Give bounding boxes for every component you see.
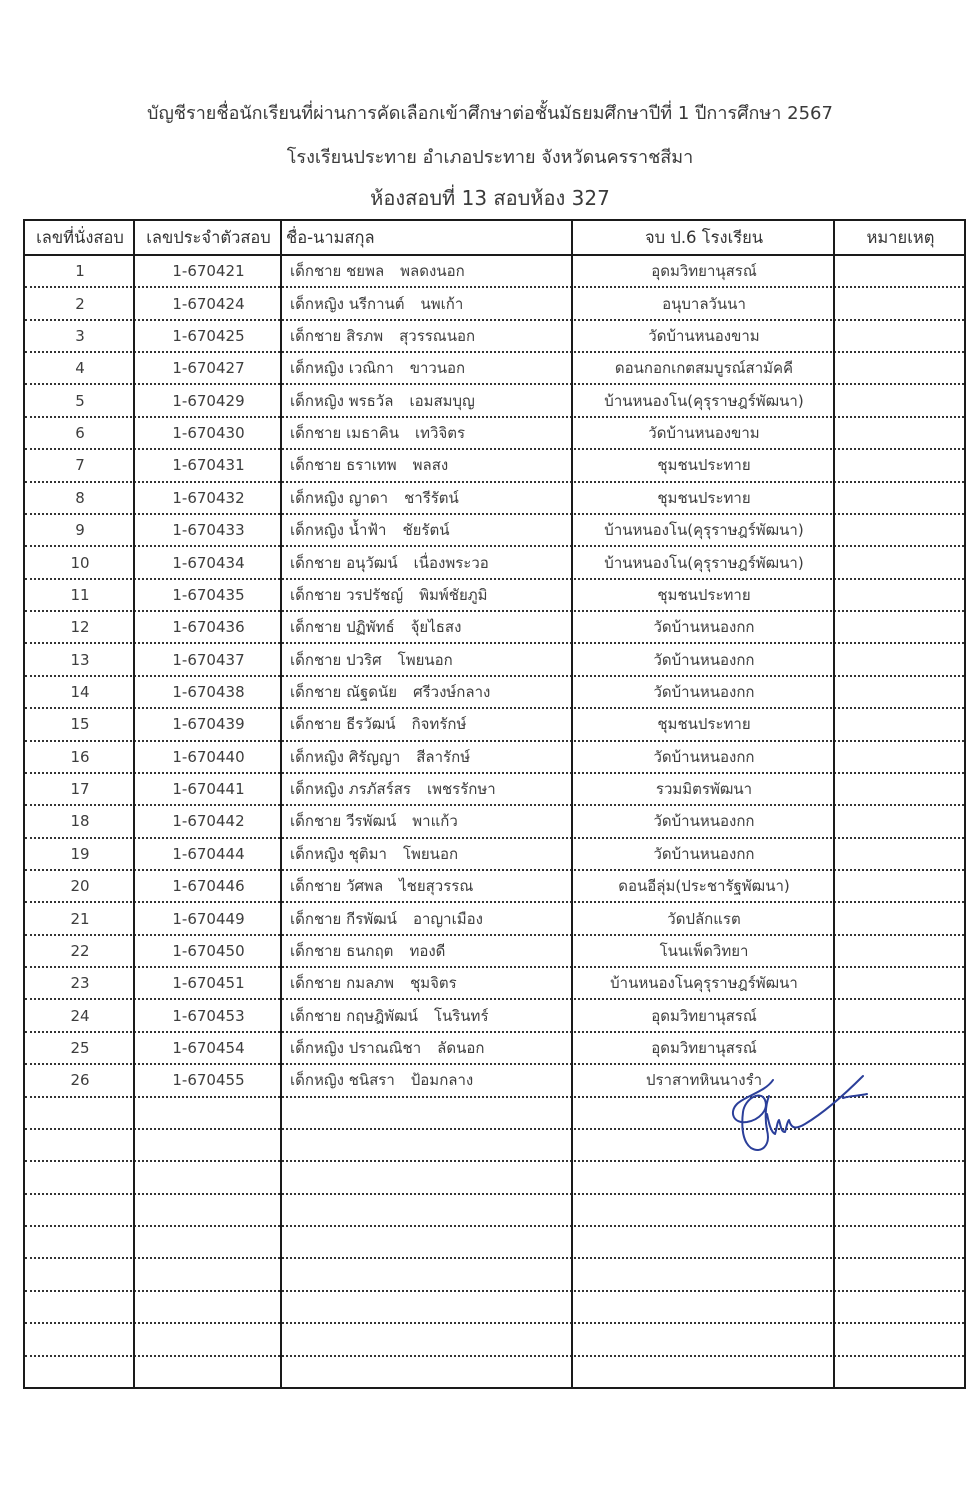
exam-id: 1-670421	[172, 262, 245, 281]
seat-number: 7	[75, 456, 85, 475]
student-name	[282, 968, 573, 998]
previous-school: อุดมวิทยานุสรณ์	[651, 262, 757, 281]
student-first-name: เด็กหญิง ภรภัสร์สร	[290, 780, 411, 799]
previous-school: วัดปลักแรต	[667, 909, 741, 928]
remark	[835, 580, 966, 610]
seat-number: 13	[70, 650, 90, 669]
seat-number: 1	[75, 262, 85, 281]
student-last-name: ลัดนอก	[437, 1039, 485, 1058]
previous-school: วัดบ้านหนองกก	[653, 650, 755, 669]
student-first-name: เด็กหญิง ศิรัญญา	[290, 747, 401, 766]
table-row	[25, 774, 964, 806]
exam-id: 1-670438	[172, 682, 245, 701]
exam-id: 1-670450	[172, 941, 245, 960]
exam-id: 1-670442	[172, 812, 245, 831]
student-name	[282, 515, 573, 545]
previous-school: ชุมชนประทาย	[657, 488, 751, 507]
table-row	[25, 968, 964, 1000]
student-first-name: เด็กหญิง ปราณณิชา	[290, 1039, 422, 1058]
remark	[835, 742, 966, 772]
table-row	[25, 256, 964, 288]
table-row	[25, 871, 964, 903]
blank-table-row	[25, 1162, 964, 1194]
student-name	[282, 483, 573, 513]
student-last-name: โพยนอก	[397, 650, 453, 669]
remark	[835, 483, 966, 513]
previous-school: วัดบ้านหนองกก	[653, 812, 755, 831]
student-first-name: เด็กหญิง ชนิสรา	[290, 1071, 395, 1090]
seat-number: 20	[70, 877, 90, 896]
table-row	[25, 353, 964, 385]
table-row	[25, 742, 964, 774]
student-last-name: พิมพ์ชัยภูมิ	[419, 585, 488, 604]
student-last-name: พาแก้ว	[412, 812, 458, 831]
previous-school: ชุมชนประทาย	[657, 585, 751, 604]
seat-number: 24	[70, 1006, 90, 1025]
column-divider	[571, 221, 573, 1387]
student-name	[282, 1065, 573, 1095]
exam-id: 1-670432	[172, 488, 245, 507]
student-name	[282, 256, 573, 286]
previous-school: โนนเพ็ดวิทยา	[659, 941, 749, 960]
student-name	[282, 806, 573, 836]
student-first-name: เด็กหญิง เวณิกา	[290, 359, 394, 378]
student-first-name: เด็กชาย ปฏิพัทธ์	[290, 618, 395, 637]
previous-school: วัดบ้านหนองกก	[653, 682, 755, 701]
student-last-name: โนรินทร์	[433, 1006, 489, 1025]
previous-school: วัดบ้านหนองขาม	[648, 326, 760, 345]
seat-number: 21	[70, 909, 90, 928]
table-row	[25, 644, 964, 676]
student-last-name: ขาวนอก	[409, 359, 466, 378]
student-first-name: เด็กชาย วัศพล	[290, 877, 384, 896]
exam-id: 1-670439	[172, 715, 245, 734]
exam-id: 1-670440	[172, 747, 245, 766]
student-name	[282, 321, 573, 351]
previous-school: วัดบ้านหนองกก	[653, 618, 755, 637]
table-row	[25, 288, 964, 320]
column-divider	[133, 221, 135, 1387]
exam-id: 1-670451	[172, 974, 245, 993]
previous-school: วัดบ้านหนองขาม	[648, 424, 760, 443]
remark	[835, 450, 966, 480]
seat-number: 18	[70, 812, 90, 831]
previous-school: ชุมชนประทาย	[657, 715, 751, 734]
remark	[835, 288, 966, 318]
remark	[835, 903, 966, 933]
student-last-name: ชัยรัตน์	[402, 521, 450, 540]
seat-number: 14	[70, 682, 90, 701]
remark	[835, 418, 966, 448]
student-last-name: เพชรรักษา	[426, 780, 496, 799]
student-name	[282, 1033, 573, 1063]
student-name	[282, 871, 573, 901]
student-name	[282, 580, 573, 610]
remark	[835, 1033, 966, 1063]
student-first-name: เด็กหญิง พรธวัล	[290, 391, 394, 410]
student-name	[282, 677, 573, 707]
table-row	[25, 1001, 964, 1033]
exam-id: 1-670433	[172, 521, 245, 540]
student-name	[282, 418, 573, 448]
seat-number: 16	[70, 747, 90, 766]
student-first-name: เด็กชาย อนุวัฒน์	[290, 553, 398, 572]
table-row	[25, 1033, 964, 1065]
exam-id: 1-670446	[172, 877, 245, 896]
exam-id: 1-670453	[172, 1006, 245, 1025]
exam-id: 1-670425	[172, 326, 245, 345]
exam-room-info: ห้องสอบที่ 13 สอบห้อง 327	[370, 186, 610, 210]
remark	[835, 968, 966, 998]
student-name	[282, 936, 573, 966]
student-last-name: นพเก้า	[420, 294, 464, 313]
student-first-name: เด็กชาย ธราเทพ	[290, 456, 397, 475]
remark	[835, 774, 966, 804]
previous-school: ปราสาทหินนางรำ	[645, 1071, 763, 1090]
exam-id: 1-670430	[172, 424, 245, 443]
exam-id: 1-670441	[172, 780, 245, 799]
student-first-name: เด็กชาย วีรพัฒน์	[290, 812, 397, 831]
school-location: โรงเรียนประทาย อำเภอประทาย จังหวัดนครราชสีมา	[286, 147, 694, 168]
student-last-name: ชารีรัตน์	[404, 488, 459, 507]
exam-id: 1-670435	[172, 585, 245, 604]
seat-number: 15	[70, 715, 90, 734]
seat-number: 23	[70, 974, 90, 993]
student-first-name: เด็กชาย สิรภพ	[290, 326, 384, 345]
previous-school: รวมมิตรพัฒนา	[655, 780, 753, 799]
column-header-remark: หมายเหตุ	[866, 227, 935, 247]
remark	[835, 709, 966, 739]
table-row	[25, 580, 964, 612]
seat-number: 9	[75, 521, 85, 540]
exam-id: 1-670431	[172, 456, 245, 475]
previous-school: ชุมชนประทาย	[657, 456, 751, 475]
remark	[835, 547, 966, 577]
exam-id: 1-670449	[172, 909, 245, 928]
student-first-name: เด็กหญิง นรีกานต์	[290, 294, 405, 313]
student-last-name: เทวิจิตร	[415, 424, 466, 443]
previous-school: บ้านหนองโน(คุรุราษฎร์พัฒนา)	[604, 553, 804, 572]
seat-number: 10	[70, 553, 90, 572]
table-row	[25, 677, 964, 709]
student-name	[282, 774, 573, 804]
column-divider	[280, 221, 282, 1387]
previous-school: อนุบาลวันนา	[662, 294, 746, 313]
student-last-name: พลดงนอก	[400, 262, 465, 281]
handwritten-signature	[725, 1072, 875, 1162]
blank-table-row	[25, 1357, 964, 1389]
student-last-name: ทองดี	[409, 941, 446, 960]
seat-number: 6	[75, 424, 85, 443]
seat-number: 26	[70, 1071, 90, 1090]
student-first-name: เด็กชาย กีรพัฒน์	[290, 909, 397, 928]
blank-table-row	[25, 1195, 964, 1227]
table-row	[25, 612, 964, 644]
student-last-name: พลสง	[412, 456, 449, 475]
table-row	[25, 936, 964, 968]
student-first-name: เด็กชาย กมลภพ	[290, 974, 395, 993]
student-last-name: ชุมจิตร	[410, 974, 457, 993]
column-header-exam-id: เลขประจำตัวสอบ	[146, 227, 271, 247]
student-name	[282, 644, 573, 674]
signature-stroke	[733, 1076, 867, 1150]
student-name	[282, 1001, 573, 1031]
student-first-name: เด็กหญิง ชุติมา	[290, 844, 387, 863]
student-name	[282, 742, 573, 772]
blank-table-row	[25, 1227, 964, 1259]
student-last-name: สีลารักษ์	[416, 747, 471, 766]
exam-id: 1-670454	[172, 1039, 245, 1058]
seat-number: 2	[75, 294, 85, 313]
student-name	[282, 612, 573, 642]
remark	[835, 871, 966, 901]
seat-number: 19	[70, 844, 90, 863]
table-row	[25, 806, 964, 838]
seat-number: 17	[70, 780, 90, 799]
table-row	[25, 547, 964, 579]
table-row	[25, 450, 964, 482]
previous-school: บ้านหนองโน(คุรุราษฎร์พัฒนา)	[604, 391, 804, 410]
student-first-name: เด็กชาย ชยพล	[290, 262, 385, 281]
table-row	[25, 418, 964, 450]
table-row	[25, 321, 964, 353]
student-name	[282, 353, 573, 383]
table-row	[25, 385, 964, 417]
student-first-name: เด็กชาย ณัฐดนัย	[290, 682, 398, 701]
student-name	[282, 709, 573, 739]
student-last-name: สุวรรณนอก	[399, 326, 476, 345]
student-first-name: เด็กชาย วรปรัชญ์	[290, 585, 404, 604]
remark	[835, 806, 966, 836]
student-last-name: ป้อมกลาง	[410, 1071, 474, 1090]
seat-number: 12	[70, 618, 90, 637]
exam-id: 1-670424	[172, 294, 245, 313]
exam-id: 1-670444	[172, 844, 245, 863]
table-row	[25, 483, 964, 515]
previous-school: วัดบ้านหนองกก	[653, 747, 755, 766]
previous-school: วัดบ้านหนองกก	[653, 844, 755, 863]
exam-id: 1-670437	[172, 650, 245, 669]
remark	[835, 1001, 966, 1031]
previous-school: บ้านหนองโนคุรุราษฎร์พัฒนา	[610, 974, 798, 993]
student-first-name: เด็กชาย ธีรวัฒน์	[290, 715, 396, 734]
student-last-name: จุ้ยไธสง	[410, 618, 462, 637]
exam-id: 1-670429	[172, 391, 245, 410]
student-first-name: เด็กชาย ธนกฤต	[290, 941, 394, 960]
student-last-name: ศรีวงษ์กลาง	[413, 682, 491, 701]
column-header-seat: เลขที่นั่งสอบ	[36, 227, 124, 247]
remark	[835, 677, 966, 707]
student-last-name: เอมสมบุญ	[409, 391, 475, 410]
student-first-name: เด็กหญิง ญาดา	[290, 488, 389, 507]
table-row	[25, 903, 964, 935]
seat-number: 25	[70, 1039, 90, 1058]
seat-number: 3	[75, 326, 85, 345]
student-table	[23, 219, 966, 1389]
student-first-name: เด็กชาย ปวริศ	[290, 650, 382, 669]
remark	[835, 353, 966, 383]
remark	[835, 321, 966, 351]
student-name	[282, 450, 573, 480]
exam-id: 1-670455	[172, 1071, 245, 1090]
previous-school: อุดมวิทยานุสรณ์	[651, 1006, 757, 1025]
student-last-name: โพยนอก	[402, 844, 459, 863]
blank-table-row	[25, 1292, 964, 1324]
exam-id: 1-670436	[172, 618, 245, 637]
student-name	[282, 903, 573, 933]
table-row	[25, 515, 964, 547]
seat-number: 22	[70, 941, 90, 960]
previous-school: ดอนกอกเกตสมบูรณ์สามัคคี	[614, 359, 794, 378]
exam-id: 1-670427	[172, 359, 245, 378]
student-last-name: กิจทรักษ์	[411, 715, 467, 734]
student-first-name: เด็กชาย เมธาคิน	[290, 424, 399, 443]
document-title: บัญชีรายชื่อนักเรียนที่ผ่านการคัดเลือกเข้าศึกษาต่อชั้นมัธยมศึกษาปีที่ 1 ปีการศึกษา 2567	[147, 103, 833, 124]
column-header-name: ชื่อ-นามสกุล	[286, 227, 375, 247]
seat-number: 4	[75, 359, 85, 378]
table-header-row	[25, 221, 964, 256]
student-last-name: เนื่องพระวอ	[413, 553, 489, 572]
remark	[835, 385, 966, 415]
blank-table-row	[25, 1324, 964, 1356]
previous-school: บ้านหนองโน(คุรุราษฎร์พัฒนา)	[604, 521, 804, 540]
remark	[835, 839, 966, 869]
student-last-name: ไชยสุวรรณ	[399, 877, 474, 896]
remark	[835, 936, 966, 966]
student-last-name: อาญาเมือง	[412, 909, 483, 928]
previous-school: อุดมวิทยานุสรณ์	[651, 1039, 757, 1058]
remark	[835, 515, 966, 545]
column-divider	[833, 221, 835, 1387]
seat-number: 11	[70, 585, 90, 604]
student-first-name: เด็กชาย กฤษฎิพัฒน์	[290, 1006, 418, 1025]
seat-number: 5	[75, 391, 85, 410]
remark	[835, 644, 966, 674]
remark	[835, 612, 966, 642]
table-row	[25, 839, 964, 871]
blank-table-row	[25, 1259, 964, 1291]
exam-id: 1-670434	[172, 553, 245, 572]
student-name	[282, 839, 573, 869]
student-name	[282, 288, 573, 318]
previous-school: ดอนอีลุ่ม(ประชารัฐพัฒนา)	[618, 877, 790, 896]
column-header-school: จบ ป.6 โรงเรียน	[644, 227, 764, 247]
student-name	[282, 385, 573, 415]
seat-number: 8	[75, 488, 85, 507]
remark	[835, 256, 966, 286]
student-first-name: เด็กหญิง น้ำฟ้า	[290, 521, 387, 540]
table-row	[25, 709, 964, 741]
student-name	[282, 547, 573, 577]
